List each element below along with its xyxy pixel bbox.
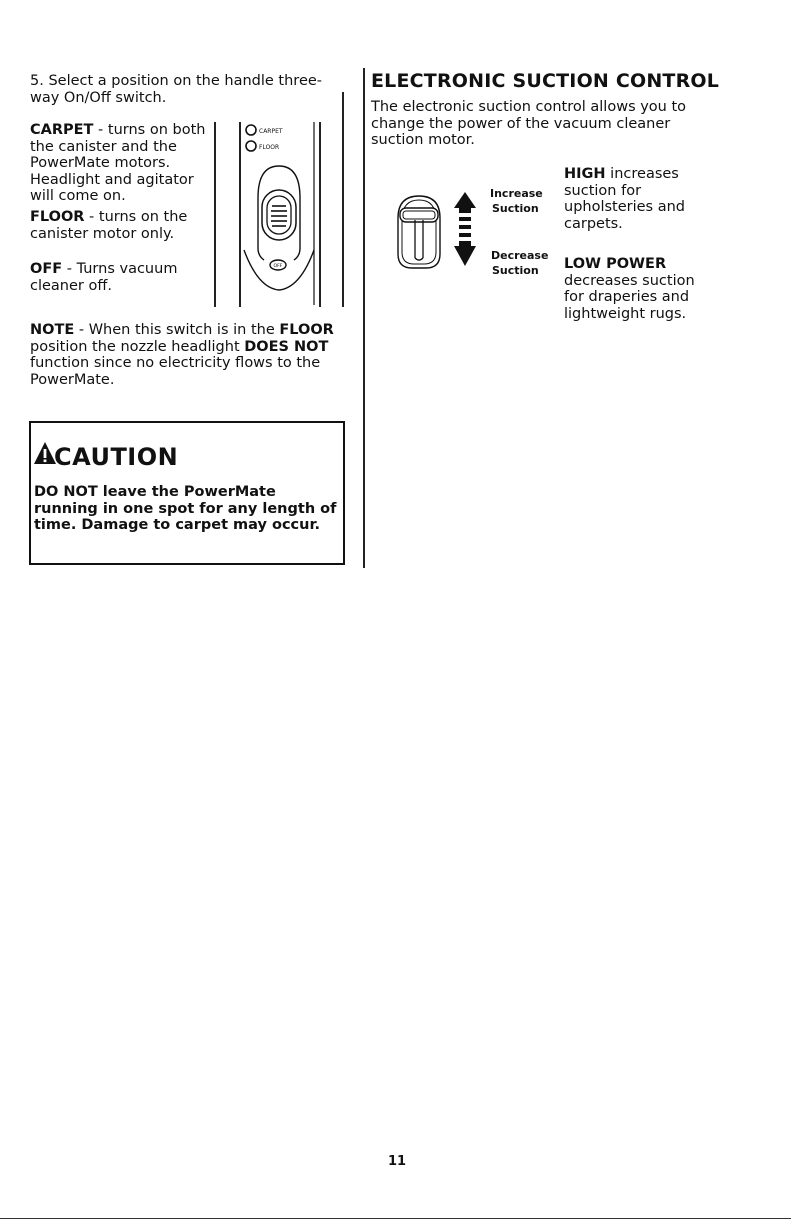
- bottom-rule: [0, 1218, 791, 1219]
- note-text: [30, 322, 345, 388]
- note-floor: FLOOR: [279, 322, 334, 338]
- increase-label-line1: Increase: [490, 187, 543, 200]
- increase-decrease-arrows-icon: [452, 190, 478, 270]
- suction-slider-icon: [394, 190, 444, 272]
- column-divider: [363, 68, 365, 568]
- note-does-not: DOES NOT: [244, 338, 329, 355]
- carpet-description: [30, 122, 215, 205]
- switch-carpet-label: CARPET: [259, 128, 283, 135]
- increase-label-line2: Suction: [492, 202, 539, 215]
- handle-switch-icon: [238, 118, 322, 308]
- caution-text: DO NOT leave the PowerMate running in one spot for any length of time. Damage to carpet may occur.: [34, 484, 337, 533]
- figure-right-line: [342, 92, 344, 307]
- low-description: [564, 256, 704, 322]
- section-title: ELECTRONIC SUCTION CONTROL: [371, 70, 720, 92]
- carpet-label: CARPET: [30, 122, 94, 138]
- note-part2: position the nozzle headlight: [30, 338, 245, 355]
- high-label: HIGH: [564, 166, 606, 182]
- decrease-label-line2: Suction: [492, 264, 539, 277]
- caution-title: CAUTION: [54, 443, 179, 471]
- switch-off-label: OFF: [273, 264, 283, 269]
- note-label: NOTE: [30, 322, 75, 338]
- decrease-label-line1: Decrease: [491, 249, 549, 262]
- low-text: decreases suction for draperies and lightweight rugs.: [564, 272, 695, 322]
- off-label: OFF: [30, 261, 63, 277]
- high-text: increases suction for upholsteries and carpets.: [564, 166, 685, 232]
- switch-floor-label: FLOOR: [259, 144, 280, 151]
- carpet-text: - turns on both the canister and the PowerMate motors. Headlight and agitator will come on.: [30, 122, 206, 204]
- note-part1: - When this switch is in the: [74, 322, 280, 338]
- low-label: LOW POWER: [564, 256, 667, 272]
- figure-left-line: [214, 122, 216, 307]
- page-number: 11: [388, 1154, 407, 1169]
- section-intro: The electronic suction control allows you to change the power of the vacuum cleaner suction motor.: [371, 99, 687, 148]
- high-description: [564, 166, 704, 232]
- off-description: [30, 261, 215, 294]
- floor-label: FLOOR: [30, 209, 85, 225]
- step-5-text: 5. Select a position on the handle three-way On/Off switch.: [30, 73, 323, 106]
- floor-description: [30, 209, 215, 242]
- note-part3: function since no electricity flows to the PowerMate.: [30, 355, 321, 388]
- floor-text: - turns on the canister motor only.: [30, 209, 188, 242]
- off-text: - Turns vacuum cleaner off.: [30, 261, 178, 294]
